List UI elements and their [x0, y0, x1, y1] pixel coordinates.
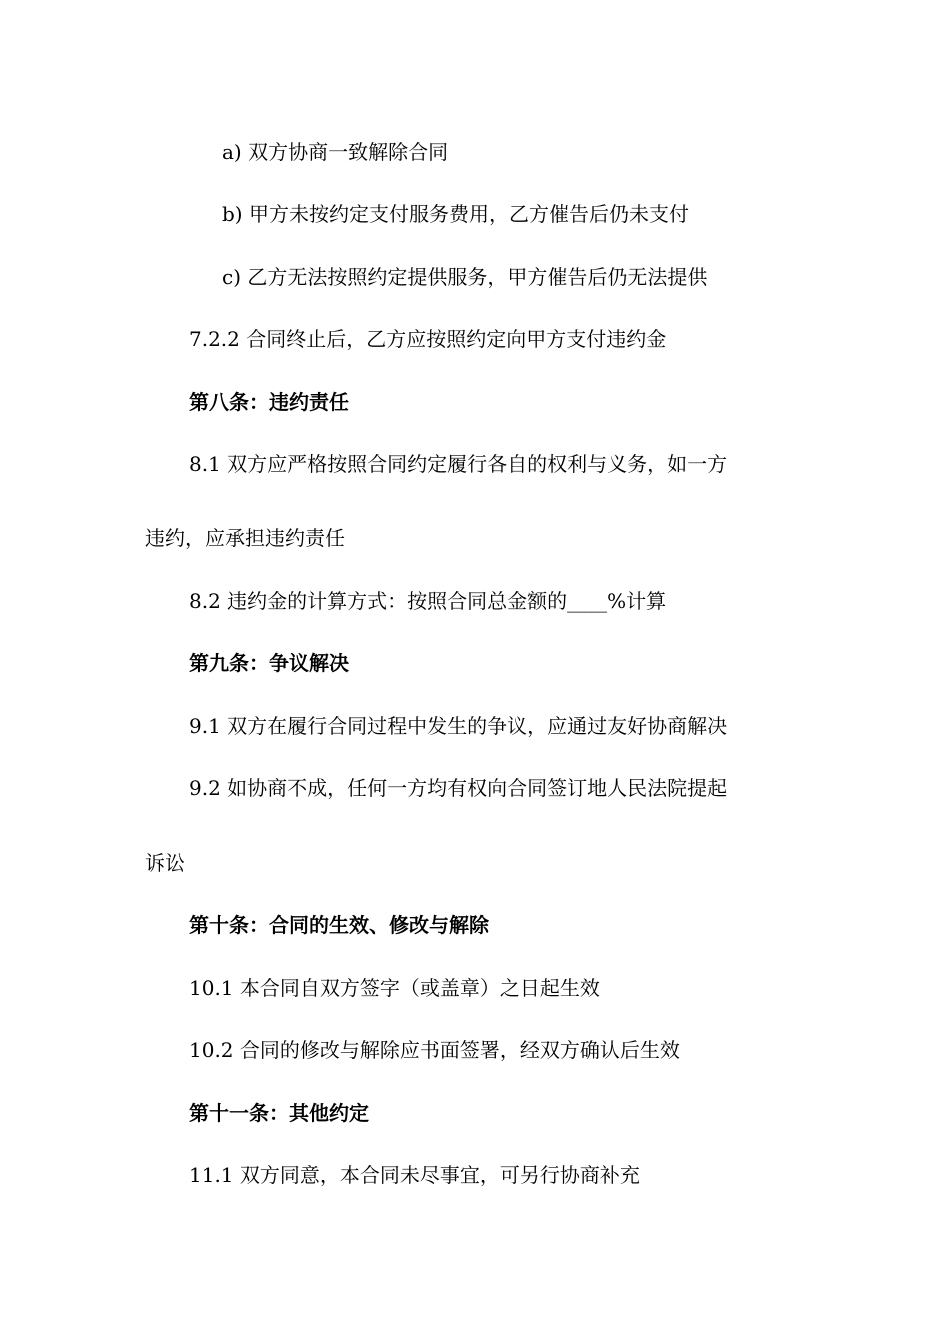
- article-9-heading: 第九条：争议解决: [189, 651, 349, 675]
- clause-10-1: 10.1 本合同自双方签字（或盖章）之日起生效: [189, 976, 600, 1000]
- clause-10-2: 10.2 合同的修改与解除应书面签署，经双方确认后生效: [189, 1038, 680, 1062]
- article-11-heading: 第十一条：其他约定: [189, 1101, 369, 1125]
- article-8-heading: 第八条：违约责任: [189, 390, 349, 414]
- clause-9-1: 9.1 双方在履行合同过程中发生的争议，应通过友好协商解决: [189, 714, 728, 738]
- clause-8-1: 8.1 双方应严格按照合同约定履行各自的权利与义务，如一方: [189, 452, 728, 476]
- list-item-a: a) 双方协商一致解除合同: [222, 140, 449, 164]
- article-10-heading: 第十条：合同的生效、修改与解除: [189, 913, 489, 937]
- clause-9-2-continuation: 诉讼: [145, 851, 185, 875]
- clause-7-2-2: 7.2.2 合同终止后，乙方应按照约定向甲方支付违约金: [189, 327, 667, 351]
- clause-9-2: 9.2 如协商不成，任何一方均有权向合同签订地人民法院提起: [189, 776, 728, 800]
- clause-11-1: 11.1 双方同意，本合同未尽事宜，可另行协商补充: [189, 1163, 640, 1187]
- list-item-b: b) 甲方未按约定支付服务费用，乙方催告后仍未支付: [222, 202, 689, 226]
- clause-8-2: 8.2 违约金的计算方式：按照合同总金额的____%计算: [189, 589, 667, 613]
- list-item-c: c) 乙方无法按照约定提供服务，甲方催告后仍无法提供: [222, 265, 708, 289]
- clause-8-1-continuation: 违约，应承担违约责任: [145, 526, 345, 550]
